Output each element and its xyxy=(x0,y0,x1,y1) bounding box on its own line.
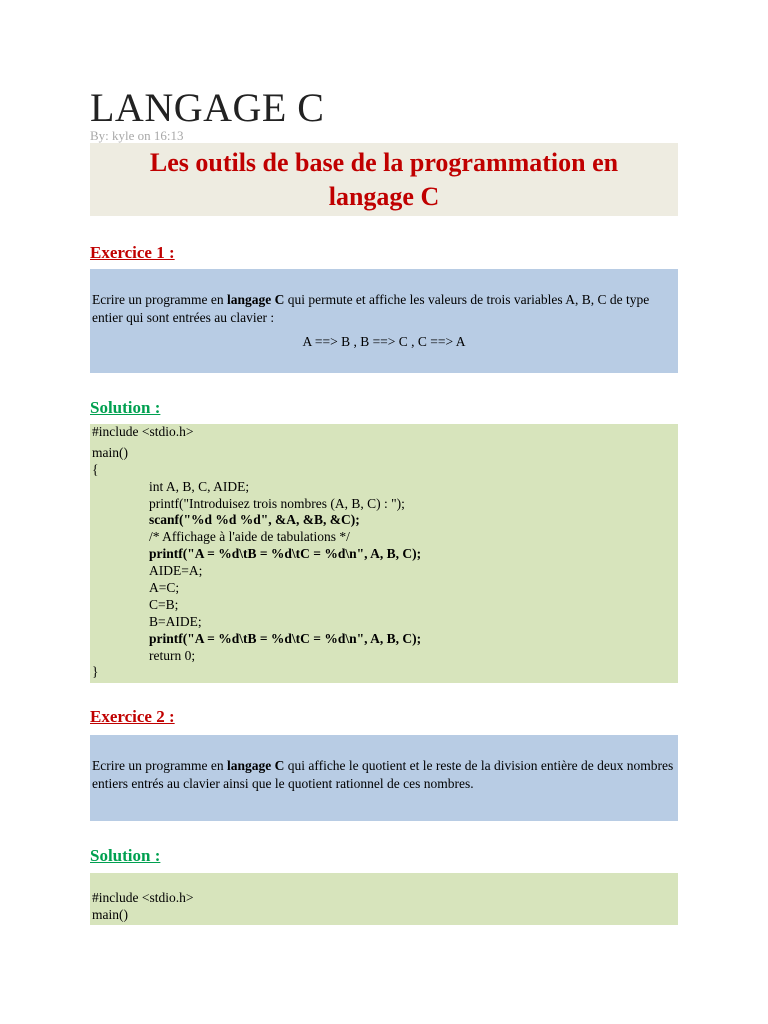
main-title-line-2: langage C xyxy=(328,182,440,211)
exercise-2-text-a: Ecrire un programme en xyxy=(92,758,227,773)
solution-2-code xyxy=(90,873,678,925)
exercise-1-text-bold: langage C xyxy=(226,292,285,307)
byline: By: kyle on 16:13 xyxy=(90,128,184,143)
code-line: } xyxy=(92,664,99,680)
code-line: /* Affichage à l'aide de tabulations */ xyxy=(149,529,350,545)
exercise-1-heading: Exercice 1 : xyxy=(90,243,175,262)
code-line: printf("Introduisez trois nombres (A, B, C) : "); xyxy=(149,495,405,511)
main-title-box xyxy=(90,143,678,216)
exercise-2-text xyxy=(92,757,676,793)
code-line: AIDE=A; xyxy=(149,563,203,579)
exercise-1-formula: A ==> B , B ==> C , C ==> A xyxy=(302,334,466,349)
code-line: C=B; xyxy=(149,596,179,612)
main-title-line-1: Les outils de base de la programmation en xyxy=(149,148,619,177)
solution-2-heading: Solution : xyxy=(90,846,161,865)
exercise-1-text-b: qui permute et affiche les valeurs de trois variables A, B, C de type entier qui sont entrées au clavier : xyxy=(92,292,650,325)
code-line: A=C; xyxy=(149,580,180,596)
page-title: LANGAGE C xyxy=(90,85,325,130)
exercise-2-statement xyxy=(90,735,678,821)
code-line: main() xyxy=(92,444,128,460)
exercise-2-text-bold: langage C xyxy=(226,758,285,773)
code-line: scanf("%d %d %d", &A, &B, &C); xyxy=(149,512,360,528)
code-line: int A, B, C, AIDE; xyxy=(149,478,250,494)
code-line: printf("A = %d\tB = %d\tC = %d\n", A, B, C); xyxy=(149,630,422,646)
code-line: return 0; xyxy=(149,647,196,663)
exercise-2-text-b: qui affiche le quotient et le reste de la division entière de deux nombres entiers entrés au clavier ainsi que le quotient rationnel de ces nombres. xyxy=(92,758,674,791)
exercise-1-text xyxy=(92,291,676,327)
code-line: printf("A = %d\tB = %d\tC = %d\n", A, B, C); xyxy=(149,546,422,562)
solution-1-code xyxy=(90,424,678,683)
code-line: #include <stdio.h> xyxy=(92,890,194,905)
code-line: #include <stdio.h> xyxy=(92,424,194,439)
solution-1-heading: Solution : xyxy=(90,398,161,417)
code-line: B=AIDE; xyxy=(149,613,202,629)
exercise-2-heading: Exercice 2 : xyxy=(90,707,175,726)
exercise-1-statement xyxy=(90,269,678,373)
code-line: main() xyxy=(92,906,128,922)
code-line: { xyxy=(92,461,99,477)
exercise-1-text-a: Ecrire un programme en xyxy=(92,292,227,307)
